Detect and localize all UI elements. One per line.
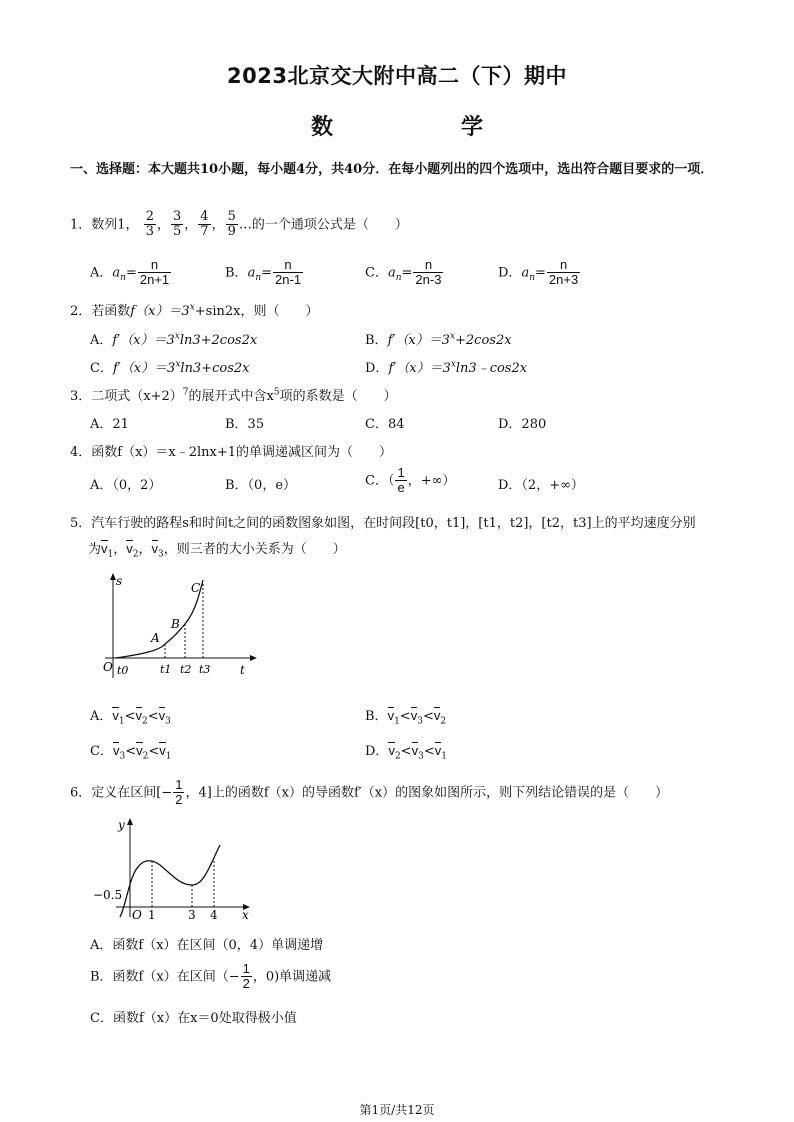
q2-option-b: B．$f'(x)=3^x+2\cos 2x$ bbox=[365, 331, 512, 348]
question-3-stem: 3．二项式$(x+2)^7$的展开式中含$x^5$项的系数是（ ） bbox=[70, 387, 397, 404]
q6-label-x: x bbox=[242, 908, 249, 920]
q6-y-arrow bbox=[127, 818, 133, 825]
question-6-stem: 6．定义在区间[− $\frac{1}{2}$ ，4]上的函数f（x）的导函数f′（x）的图象如图所示，则下列结论错误的是（ ） bbox=[70, 777, 669, 808]
q6-curve bbox=[120, 845, 220, 917]
q4-option-b: B．（0，e） bbox=[225, 478, 297, 493]
question-1-stem: 1．数列1， $\frac{2}{3}$ ， $\frac{3}{5}$ ， $\frac{4}{7}$ ， $\frac{5}{9}$ …的一个通项公式是（ ） bbox=[70, 209, 408, 240]
q5-label-C: C bbox=[191, 581, 201, 595]
question-4-stem: 4．函数f（x）＝x﹣2lnx+1的单调递减区间为（ ） bbox=[70, 445, 393, 460]
q1-option-c: C．$a_n=$ $\frac{n}{2n-3}$ bbox=[365, 257, 442, 288]
q5-option-d: D．$v_2<v_3<v_1$ bbox=[365, 743, 447, 762]
q1-option-b: B．$a_n=$ $\frac{n}{2n-1}$ bbox=[225, 257, 302, 288]
q5-label-t2: t2 bbox=[180, 663, 192, 676]
q6-label-neg-half: −0.5 bbox=[93, 888, 123, 902]
question-2-stem: 2．若函数$f(x)=3^x+\sin 2x$，则（ ） bbox=[70, 302, 319, 319]
q5-label-t1: t1 bbox=[160, 663, 172, 676]
page-title: 2023北京交大附中高二（下）期中 bbox=[227, 64, 567, 88]
question-5-stem-line1: 5．汽车行驶的路程s和时间t之间的函数图象如图，在时间段[t0，t1]，[t1，t2]，[t2，t3]上的平均速度分别 bbox=[70, 516, 696, 531]
q5-curve bbox=[115, 580, 203, 658]
question-5-stem-line2: 为$v_1$，$v_2$，$v_3$，则三者的大小关系为（ ） bbox=[88, 541, 346, 560]
q6-label-4: 4 bbox=[210, 908, 218, 920]
page-footer: 第1页/共12页 bbox=[359, 1103, 435, 1117]
q3-option-b: B．35 bbox=[225, 417, 265, 432]
q5-option-b: B．$v_1<v_3<v_2$ bbox=[365, 708, 447, 727]
q5-label-s: s bbox=[116, 574, 123, 588]
q1-frac-4: $\frac{5}{9}$ bbox=[227, 209, 236, 240]
q2-option-a: A．$f'(x)=3^x\ln 3+2\cos 2x$ bbox=[90, 331, 258, 348]
q2-option-c: C．$f'(x)=3^x\ln 3+\cos 2x$ bbox=[90, 359, 250, 376]
q3-option-a: A．21 bbox=[90, 417, 129, 432]
q1-frac-1: $\frac{2}{3}$ bbox=[145, 209, 154, 240]
q5-label-A: A bbox=[151, 631, 160, 645]
q6-label-y: y bbox=[118, 818, 125, 832]
q4-option-a: A．（0，2） bbox=[90, 478, 162, 493]
q5-label-B: B bbox=[171, 617, 180, 631]
q3-option-c: C．84 bbox=[365, 417, 405, 432]
q1-stem-prefix: 1．数列1， bbox=[70, 217, 139, 233]
q1-frac-2: $\frac{3}{5}$ bbox=[172, 209, 182, 240]
q5-label-t0: t0 bbox=[117, 664, 129, 677]
q1-frac-3: $\frac{4}{7}$ bbox=[200, 209, 209, 240]
q3-option-d: D．280 bbox=[498, 417, 547, 432]
q6-label-3: 3 bbox=[188, 908, 196, 920]
q1-stem-suffix: …的一个通项公式是（ ） bbox=[238, 217, 408, 233]
q6-option-b: B．函数f（x）在区间（− $\frac{1}{2}$ ，0)单调递减 bbox=[90, 961, 332, 992]
q6-label-origin: O bbox=[132, 908, 142, 920]
q1-option-d: D．$a_n=$ $\frac{n}{2n+3}$ bbox=[498, 257, 579, 288]
q6-option-a: A．函数f（x）在区间（0，4）单调递增 bbox=[90, 938, 324, 953]
q1-option-a: A．$a_n=$ $\frac{n}{2n+1}$ bbox=[90, 257, 170, 288]
subject-heading: 数 学 bbox=[310, 115, 511, 140]
q5-t-arrow bbox=[250, 655, 257, 661]
q5-distance-time-graph bbox=[85, 570, 260, 685]
q2-option-d: D．$f'(x)=3^x\ln 3﹣\cos 2x$ bbox=[365, 359, 528, 376]
q5-label-origin: O bbox=[103, 660, 113, 674]
q5-label-t3: t3 bbox=[199, 663, 211, 676]
q5-option-a: A．$v_1<v_2<v_3$ bbox=[90, 708, 171, 727]
q5-label-t: t bbox=[240, 663, 245, 677]
section-instructions: 一、选择题：本大题共10小题，每小题4分，共40分．在每小题列出的四个选项中，选出符合题目要求的一项． bbox=[70, 162, 714, 177]
q6-label-1: 1 bbox=[148, 908, 156, 920]
q5-option-c: C．$v_3<v_2<v_1$ bbox=[90, 743, 172, 762]
q4-option-c: C．（ $\frac{1}{e}$ ，+∞） bbox=[365, 465, 456, 496]
q6-option-c: C．函数f（x）在x＝0处取得极小值 bbox=[90, 1011, 297, 1026]
q4-option-d: D．（2，+∞） bbox=[498, 478, 584, 493]
q6-derivative-graph bbox=[88, 815, 263, 920]
